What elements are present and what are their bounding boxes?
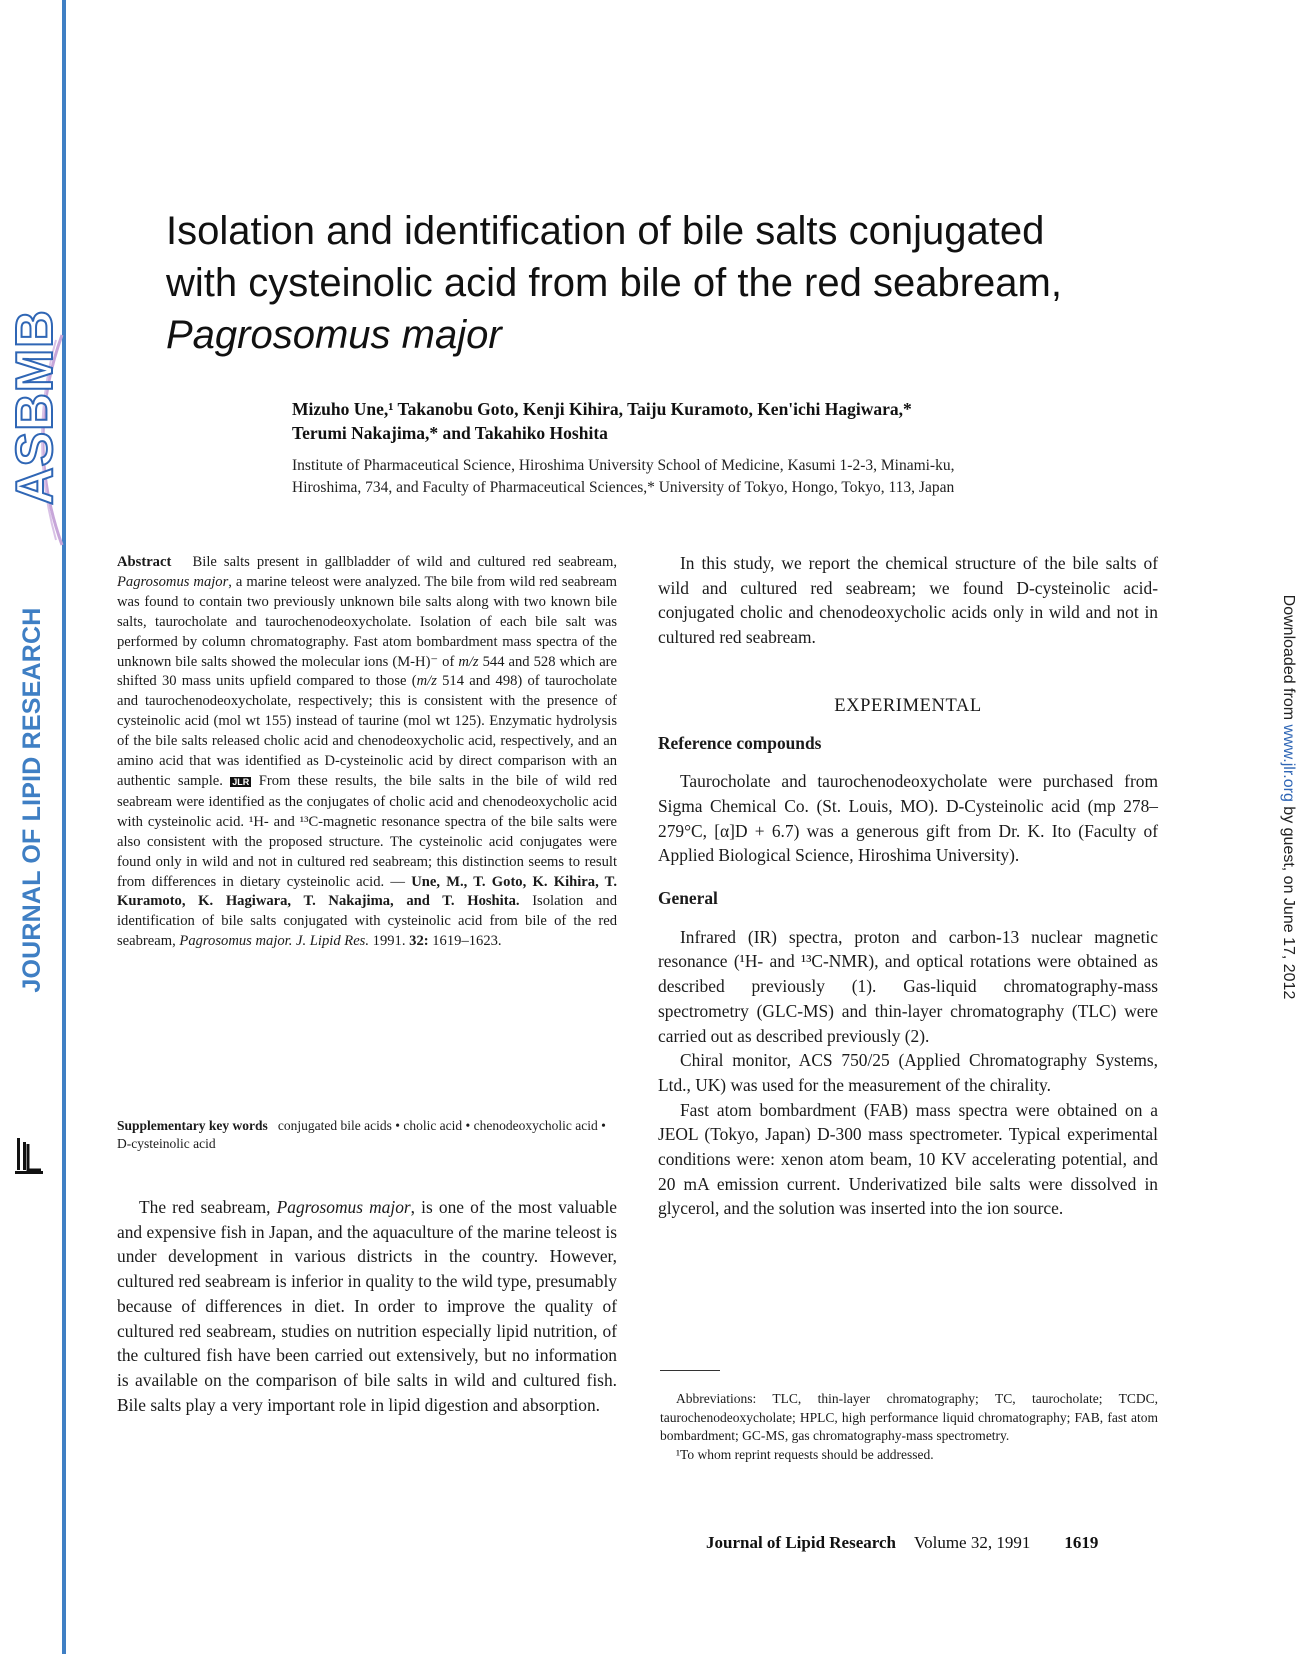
general-paragraph-3: Fast atom bombardment (FAB) mass spectra were obtained on a JEOL (Tokyo, Japan) D-300 mass spectrometer. Typical experimental conditions were: xenon atom beam, 10 KV accelerating potential, and 20 mA emission current. Underivatized bile salts were dissolved in glycerol, and the solution was inserted into the ion source. [658, 1099, 1158, 1219]
abstract-text-3: 544 and 528 which are shifted 30 mass units upfield compared to those ( [117, 653, 618, 690]
authors-line-1: Mizuho Une,¹ Takanobu Goto, Kenji Kihira, Taiju Kuramoto, Ken'ichi Hagiwara,* [292, 399, 912, 419]
citation-authors: Une, M., T. Goto, K. Kihira, T. Kuramoto, K. Hagiwara, T. Nakajima, and T. Hoshita. [117, 873, 617, 910]
abbreviations-footnote: Abbreviations: TLC, thin-layer chromatography; TC, taurocholate; TCDC, taurochenodeoxycholate; HPLC, high performance liquid chromatography; FAB, fast atom bombardment; GC-MS, gas chromatography-mass spectrometry. [660, 1391, 1158, 1443]
key-words-text: conjugated bile acids • cholic acid • chenodeoxycholic acid • D-cysteinolic acid [117, 1118, 606, 1151]
citation-pages: 1619–1623. [428, 933, 502, 950]
affiliation-line-2: Hiroshima, 734, and Faculty of Pharmaceutical Sciences,* University of Tokyo, Hongo, Tokyo, 113, Japan [292, 479, 955, 496]
jlr-logo [14, 1136, 44, 1176]
affiliations [292, 455, 1162, 499]
author-list [292, 397, 1152, 445]
abstract-label: Abstract [117, 554, 172, 570]
download-prefix: Downloaded from [1280, 594, 1297, 725]
abstract-text-2: , a marine teleost were analyzed. The bile from wild red seabream was found to contain two previously unknown bile salts along with two known bile salts, taurocholate and taurochenodeoxycholate. Isolation of each bile salt was performed by column chromatography. Fast atom bombardment mass spectra of the unknown bile salts showed the molecular ions (M-H)⁻ of [117, 573, 617, 670]
jlr-site-link[interactable]: www.jlr.org [1280, 724, 1297, 802]
download-note [1273, 592, 1297, 1002]
abstract-text-1: Bile salts present in gallbladder of wild and cultured red seabream, [192, 554, 617, 570]
citation-text: Isolation and identification of bile salts conjugated with cysteinolic acid from bile of the red seabream, [117, 893, 617, 950]
key-words [117, 1117, 617, 1153]
download-suffix: by guest, on June 17, 2012 [1280, 801, 1297, 1000]
right-column [658, 551, 1158, 1221]
footer-journal: Journal of Lipid Research [706, 1533, 897, 1552]
jlr-mark: JLR [232, 776, 250, 787]
footnotes [660, 1390, 1158, 1464]
authors-line-2: Terumi Nakajima,* and Takahiko Hoshita [292, 423, 608, 443]
intro-species: Pagrosomus major [276, 1197, 411, 1217]
abstract-species: Pagrosomus major [117, 573, 229, 590]
journal-name-vertical: JOURNAL OF LIPID RESEARCH [18, 607, 46, 993]
intro-paragraph-1 [117, 1195, 617, 1417]
reference-compounds-paragraph: Taurocholate and taurochenodeoxycholate were purchased from Sigma Chemical Co. (St. Louis, MO). D-Cysteinolic acid (mp 278–279°C, [α]D + 6.7) was a generous gift from Dr. K. Ito (Faculty of Applied Biological Science, Hiroshima University). [658, 771, 1158, 866]
asbmb-logo: ASBMB [6, 309, 64, 505]
page-number: 1619 [1064, 1533, 1099, 1552]
title-line-1: Isolation and identification of bile salts conjugated [166, 209, 1045, 253]
intro-text-b: , is one of the most valuable and expensive fish in Japan, and the aquaculture of the marine teleost is under development in various districts in the country. However, cultured red seabream is inferior in quality to the wild type, presumably because of differences in diet. In order to improve the quality of cultured red seabream, studies on nutrition especially lipid nutrition, of the cultured fish have been carried out extensively, but no information is available on the comparison of bile salts in wild and cultured fish. Bile salts play a very important role in lipid digestion and absorption. [117, 1197, 617, 1415]
general-heading: General [658, 888, 718, 909]
title-line-3: Pagrosomus major [166, 313, 502, 357]
citation-year: 1991. [369, 933, 410, 950]
key-words-label: Supplementary key words [117, 1118, 268, 1133]
title-line-2: with cysteinolic acid from bile of the red seabream, [166, 261, 1062, 305]
article-title [166, 205, 1156, 361]
page-footer [706, 1533, 1158, 1553]
sidebar-rule [62, 0, 66, 1654]
reprint-footnote: ¹To whom reprint requests should be addressed. [676, 1446, 934, 1462]
affiliation-line-1: Institute of Pharmaceutical Science, Hiroshima University School of Medicine, Kasumi 1-2-3, Minami-ku, [292, 457, 955, 474]
citation-volume: 32: [409, 933, 429, 950]
abstract-text-5: From these results, the bile salts in the bile of wild red seabream were identified as the conjugates of cholic acid and chenodeoxycholic acid with cysteinolic acid. ¹H- and ¹³C-magnetic resonance spectra of the bile salts were also consistent with the proposed structure. The cysteinolic acid conjugates were found only in wild and not in cultured red seabream; this distinction seems to result from differences in dietary cysteinolic acid. — [117, 772, 617, 890]
general-paragraph-1: Infrared (IR) spectra, proton and carbon-13 nuclear magnetic resonance (¹H- and ¹³C-NMR), and optical rotations were obtained as described previously (1). Gas-liquid chromatography-mass spectrometry (GLC-MS) and thin-layer chromatography (TLC) were carried out as described previously (2). [658, 926, 1158, 1046]
citation-species-journal: Pagrosomus major. J. Lipid Res. [179, 933, 369, 950]
footer-volume: Volume 32, 1991 [914, 1533, 1031, 1552]
intro-text-a: The red seabream, [139, 1197, 277, 1217]
abstract-mz-1: m/z [458, 653, 479, 670]
abstract [117, 553, 617, 952]
experimental-heading: EXPERIMENTAL [834, 695, 982, 716]
abstract-text-4: 514 and 498) of taurocholate and taurochenodeoxycholate, respectively; this is consistent with the presence of cysteinolic acid (mol wt 155) instead of taurine (mol wt 125). Enzymatic hydrolysis of the bile salts released cholic acid and chenodeoxycholic acid, respectively, and an amino acid that was identified as D-cysteinolic acid by direct comparison with an authentic sample. [117, 673, 617, 789]
footnote-divider [660, 1370, 720, 1371]
general-paragraph-2: Chiral monitor, ACS 750/25 (Applied Chromatography Systems, Ltd., UK) was used for the measurement of the chirality. [658, 1050, 1158, 1095]
intro-paragraph-2: In this study, we report the chemical structure of the bile salts of wild and cultured red seabream; we found D-cysteinolic acid-conjugated cholic and chenodeoxycholic acids only in wild and not in cultured red seabream. [658, 553, 1158, 648]
abstract-mz-2: m/z [416, 673, 437, 690]
reference-compounds-heading: Reference compounds [658, 732, 822, 753]
